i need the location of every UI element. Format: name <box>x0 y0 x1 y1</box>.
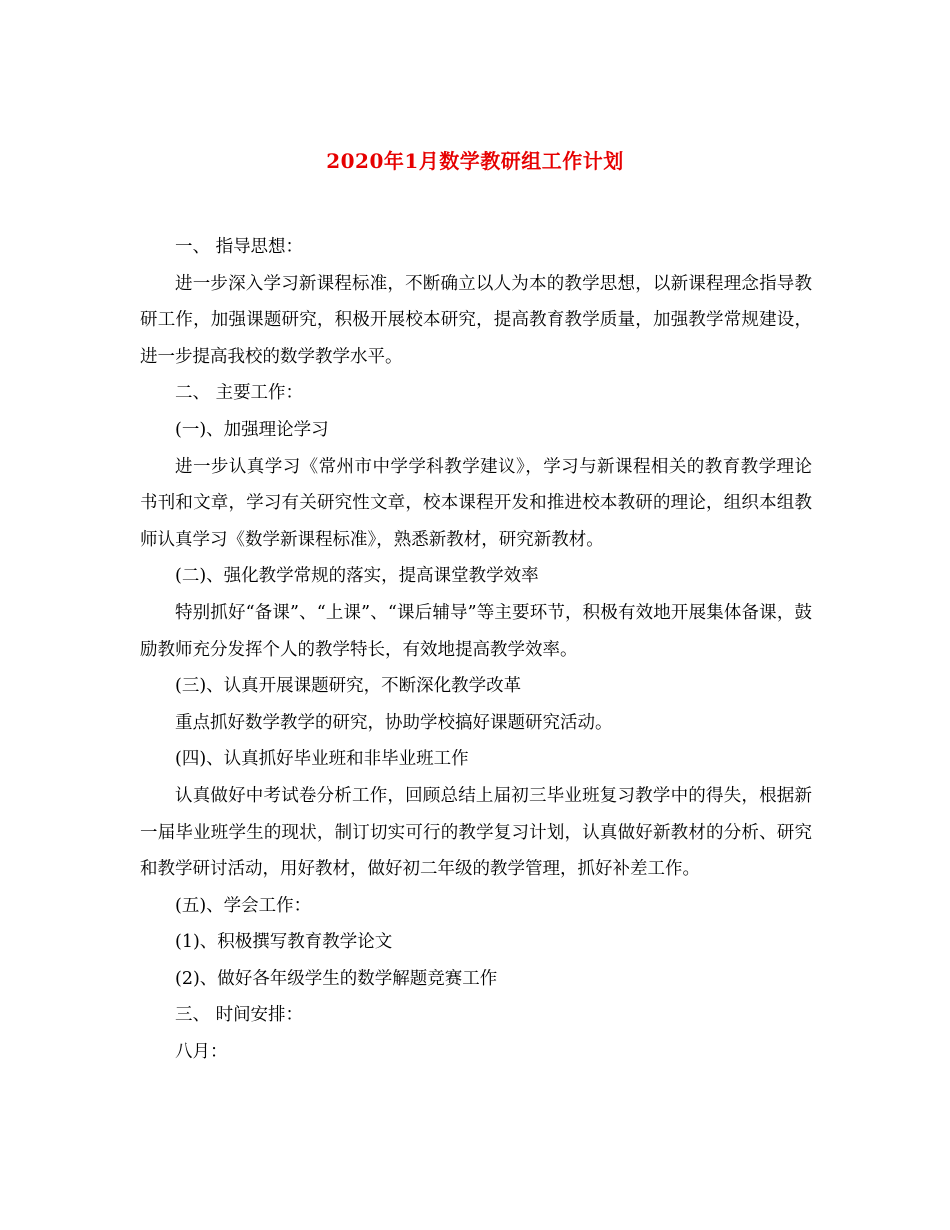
schedule-month-august: 八月： <box>175 1042 228 1063</box>
section-heading-schedule: 三、 时间安排： <box>175 1005 304 1026</box>
subheading-teaching-routine: (二)、强化教学常规的落实，提高课堂教学效率 <box>175 566 539 587</box>
paragraph-research-projects: 重点抓好数学教学的研究，协助学校搞好课题研究活动。 <box>175 712 613 733</box>
paragraph-graduating-classes: 认真做好中考试卷分析工作，回顾总结上届初三毕业班复习教学中的得失，根据新一届毕业班学生的现状，制订切实可行的教学复习计划，认真做好新教材的分析、研究和教学研讨活动，用好教材，做好初二年级的教学管理，抓好补差工作。 <box>140 785 812 880</box>
paragraph-guiding-ideology: 进一步深入学习新课程标准，不断确立以人为本的教学思想，以新课程理念指导教研工作，加强课题研究，积极开展校本研究，提高教育教学质量，加强教学常规建设，进一步提高我校的数学教学水平。 <box>140 273 812 367</box>
subheading-graduating-classes: (四)、认真抓好毕业班和非毕业班工作 <box>175 749 469 770</box>
document-body <box>140 229 812 1071</box>
subheading-theory-study: (一)、加强理论学习 <box>175 419 329 440</box>
section-heading-guiding-ideology: 一、 指导思想： <box>175 237 304 257</box>
list-item-competition: (2)、做好各年级学生的数学解题竞赛工作 <box>175 968 498 989</box>
document-title: 2020年1月数学教研组工作计划 <box>326 149 624 173</box>
subheading-society-work: (五)、学会工作： <box>175 895 312 916</box>
list-item-papers: (1)、积极撰写教育教学论文 <box>175 932 393 953</box>
paragraph-theory-study: 进一步认真学习《常州市中学学科教学建议》，学习与新课程相关的教育教学理论书刊和文章，学习有关研究性文章，校本课程开发和推进校本教研的理论，组织本组教师认真学习《数学新课程标准》，熟悉新教材，研究新教材。 <box>140 456 812 550</box>
section-heading-main-work: 二、 主要工作： <box>175 383 304 404</box>
subheading-research-projects: (三)、认真开展课题研究，不断深化教学改革 <box>175 676 522 697</box>
paragraph-teaching-routine: 特别抓好“备课”、“上课”、“课后辅导”等主要环节，积极有效地开展集体备课，鼓励教师充分发挥个人的教学特长，有效地提高教学效率。 <box>140 602 812 660</box>
